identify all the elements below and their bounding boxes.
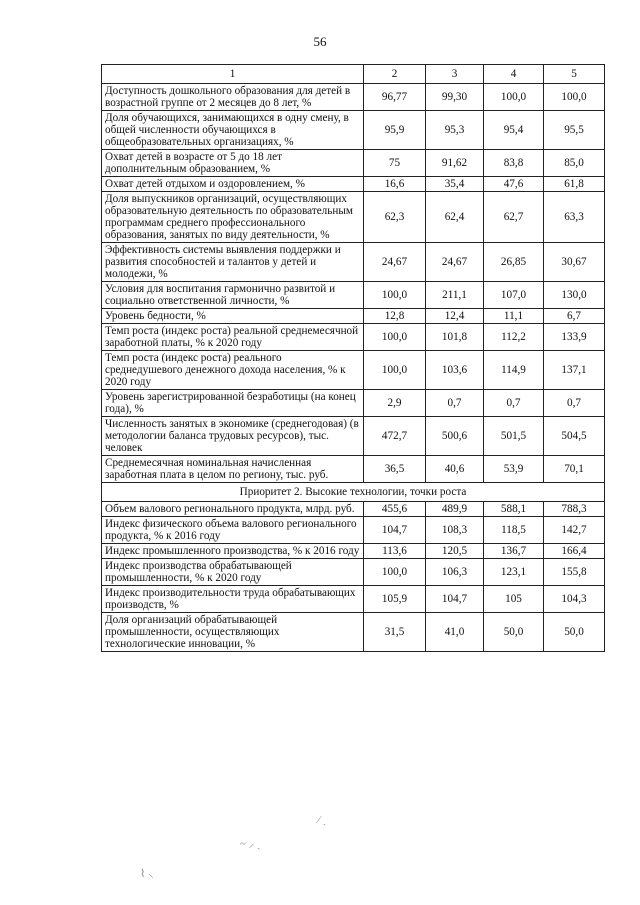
indicator-value: 12,8 bbox=[364, 309, 426, 324]
indicator-value: 100,0 bbox=[364, 324, 426, 351]
column-header: 4 bbox=[484, 65, 544, 84]
table-row bbox=[102, 192, 605, 243]
indicator-value: 136,7 bbox=[484, 544, 544, 559]
column-header: 2 bbox=[364, 65, 426, 84]
table-header-row bbox=[102, 65, 605, 84]
indicator-label: Объем валового регионального продукта, млрд. руб. bbox=[102, 502, 364, 517]
indicator-value: 130,0 bbox=[544, 282, 605, 309]
indicator-label: Условия для воспитания гармонично развитой и социально ответственной личности, % bbox=[102, 282, 364, 309]
table-row bbox=[102, 324, 605, 351]
table-row bbox=[102, 309, 605, 324]
table-row bbox=[102, 111, 605, 150]
indicator-value: 133,9 bbox=[544, 324, 605, 351]
scribble-mark: ~ ⸝ ˏ bbox=[240, 838, 261, 850]
table-row bbox=[102, 613, 605, 652]
indicator-value: 83,8 bbox=[484, 150, 544, 177]
indicator-value: 24,67 bbox=[426, 243, 484, 282]
indicator-value: 0,7 bbox=[544, 390, 605, 417]
indicator-value: 104,7 bbox=[364, 517, 426, 544]
indicator-value: 100,0 bbox=[544, 84, 605, 111]
indicator-label: Индекс промышленного производства, % к 2016 году bbox=[102, 544, 364, 559]
table-row bbox=[102, 517, 605, 544]
indicator-value: 105,9 bbox=[364, 586, 426, 613]
indicator-label: Среднемесячная номинальная начисленная заработная плата в целом по региону, тыс. руб. bbox=[102, 456, 364, 483]
indicator-value: 11,1 bbox=[484, 309, 544, 324]
indicator-label: Доступность дошкольного образования для детей в возрастной группе от 2 месяцев до 8 лет, % bbox=[102, 84, 364, 111]
indicator-value: 24,67 bbox=[364, 243, 426, 282]
indicator-value: 166,4 bbox=[544, 544, 605, 559]
indicator-value: 50,0 bbox=[544, 613, 605, 652]
indicator-label: Доля обучающихся, занимающихся в одну смену, в общей численности обучающихся в общеобразовательных организациях, % bbox=[102, 111, 364, 150]
indicator-value: 95,3 bbox=[426, 111, 484, 150]
indicator-value: 91,62 bbox=[426, 150, 484, 177]
table-row bbox=[102, 502, 605, 517]
indicator-value: 103,6 bbox=[426, 351, 484, 390]
indicator-label: Индекс физического объема валового регионального продукта, % к 2016 году bbox=[102, 517, 364, 544]
page-number: 56 bbox=[313, 34, 327, 49]
indicator-value: 70,1 bbox=[544, 456, 605, 483]
indicator-value: 100,0 bbox=[364, 351, 426, 390]
table-row bbox=[102, 456, 605, 483]
indicator-value: 96,77 bbox=[364, 84, 426, 111]
section-row bbox=[102, 483, 605, 502]
indicator-value: 30,67 bbox=[544, 243, 605, 282]
indicator-value: 137,1 bbox=[544, 351, 605, 390]
table-row bbox=[102, 390, 605, 417]
indicator-value: 0,7 bbox=[426, 390, 484, 417]
indicator-value: 62,3 bbox=[364, 192, 426, 243]
indicator-value: 155,8 bbox=[544, 559, 605, 586]
indicators-table bbox=[101, 64, 605, 652]
indicator-value: 61,8 bbox=[544, 177, 605, 192]
table-row bbox=[102, 243, 605, 282]
indicator-value: 75 bbox=[364, 150, 426, 177]
indicator-value: 108,3 bbox=[426, 517, 484, 544]
indicator-value: 489,9 bbox=[426, 502, 484, 517]
scribble-mark: ⌇ ⸜ bbox=[140, 868, 154, 880]
table-row bbox=[102, 351, 605, 390]
indicator-value: 114,9 bbox=[484, 351, 544, 390]
indicator-value: 26,85 bbox=[484, 243, 544, 282]
indicator-label: Охват детей отдыхом и оздоровлением, % bbox=[102, 177, 364, 192]
indicator-label: Доля выпускников организаций, осуществляющих образовательную деятельность по образовательным программам среднего профессионального образования, занятых по виду деятельности, % bbox=[102, 192, 364, 243]
indicator-value: 107,0 bbox=[484, 282, 544, 309]
indicator-value: 104,7 bbox=[426, 586, 484, 613]
indicator-label: Уровень бедности, % bbox=[102, 309, 364, 324]
indicator-value: 99,30 bbox=[426, 84, 484, 111]
indicator-label: Доля организаций обрабатывающей промышленности, осуществляющих технологические инновации, % bbox=[102, 613, 364, 652]
indicator-value: 455,6 bbox=[364, 502, 426, 517]
indicator-value: 788,3 bbox=[544, 502, 605, 517]
table-row bbox=[102, 282, 605, 309]
indicator-value: 63,3 bbox=[544, 192, 605, 243]
indicator-label: Темп роста (индекс роста) реальной среднемесячной заработной платы, % к 2020 году bbox=[102, 324, 364, 351]
indicator-label: Темп роста (индекс роста) реального среднедушевого денежного дохода населения, % к 2020 году bbox=[102, 351, 364, 390]
indicator-value: 6,7 bbox=[544, 309, 605, 324]
indicator-value: 120,5 bbox=[426, 544, 484, 559]
indicator-value: 53,9 bbox=[484, 456, 544, 483]
indicator-label: Уровень зарегистрированной безработицы (на конец года), % bbox=[102, 390, 364, 417]
indicator-value: 100,0 bbox=[364, 282, 426, 309]
section-title: Приоритет 2. Высокие технологии, точки роста bbox=[102, 483, 605, 502]
indicator-value: 47,6 bbox=[484, 177, 544, 192]
indicator-value: 50,0 bbox=[484, 613, 544, 652]
indicator-value: 16,6 bbox=[364, 177, 426, 192]
table-row bbox=[102, 150, 605, 177]
indicator-value: 588,1 bbox=[484, 502, 544, 517]
indicator-value: 100,0 bbox=[364, 559, 426, 586]
indicator-value: 62,4 bbox=[426, 192, 484, 243]
indicator-label: Эффективность системы выявления поддержки и развития способностей и талантов у детей и молодежи, % bbox=[102, 243, 364, 282]
table-row bbox=[102, 417, 605, 456]
indicator-value: 35,4 bbox=[426, 177, 484, 192]
indicator-label: Индекс производства обрабатывающей промышленности, % к 2020 году bbox=[102, 559, 364, 586]
indicator-value: 36,5 bbox=[364, 456, 426, 483]
indicator-value: 112,2 bbox=[484, 324, 544, 351]
indicator-value: 100,0 bbox=[484, 84, 544, 111]
scribble-mark: ⁄ ˎ bbox=[318, 814, 327, 826]
column-header: 5 bbox=[544, 65, 605, 84]
indicator-value: 142,7 bbox=[544, 517, 605, 544]
indicator-label: Охват детей в возрасте от 5 до 18 лет дополнительным образованием, % bbox=[102, 150, 364, 177]
table-row bbox=[102, 84, 605, 111]
indicator-value: 113,6 bbox=[364, 544, 426, 559]
indicator-value: 0,7 bbox=[484, 390, 544, 417]
indicator-value: 101,8 bbox=[426, 324, 484, 351]
indicator-value: 472,7 bbox=[364, 417, 426, 456]
indicator-value: 31,5 bbox=[364, 613, 426, 652]
indicator-value: 62,7 bbox=[484, 192, 544, 243]
indicator-value: 118,5 bbox=[484, 517, 544, 544]
indicator-label: Численность занятых в экономике (среднегодовая) (в методологии баланса трудовых ресурсов), тыс. человек bbox=[102, 417, 364, 456]
column-header: 1 bbox=[102, 65, 364, 84]
indicator-value: 104,3 bbox=[544, 586, 605, 613]
table-row bbox=[102, 586, 605, 613]
indicator-value: 105 bbox=[484, 586, 544, 613]
column-header: 3 bbox=[426, 65, 484, 84]
indicator-value: 501,5 bbox=[484, 417, 544, 456]
indicator-value: 2,9 bbox=[364, 390, 426, 417]
indicator-value: 500,6 bbox=[426, 417, 484, 456]
indicator-label: Индекс производительности труда обрабатывающих производств, % bbox=[102, 586, 364, 613]
table-row bbox=[102, 559, 605, 586]
table-row bbox=[102, 177, 605, 192]
indicator-value: 106,3 bbox=[426, 559, 484, 586]
indicator-value: 95,9 bbox=[364, 111, 426, 150]
indicator-value: 12,4 bbox=[426, 309, 484, 324]
indicator-value: 504,5 bbox=[544, 417, 605, 456]
indicator-value: 95,5 bbox=[544, 111, 605, 150]
indicator-value: 40,6 bbox=[426, 456, 484, 483]
indicator-value: 211,1 bbox=[426, 282, 484, 309]
indicator-value: 85,0 bbox=[544, 150, 605, 177]
table-row bbox=[102, 544, 605, 559]
indicator-value: 95,4 bbox=[484, 111, 544, 150]
indicator-value: 41,0 bbox=[426, 613, 484, 652]
indicator-value: 123,1 bbox=[484, 559, 544, 586]
